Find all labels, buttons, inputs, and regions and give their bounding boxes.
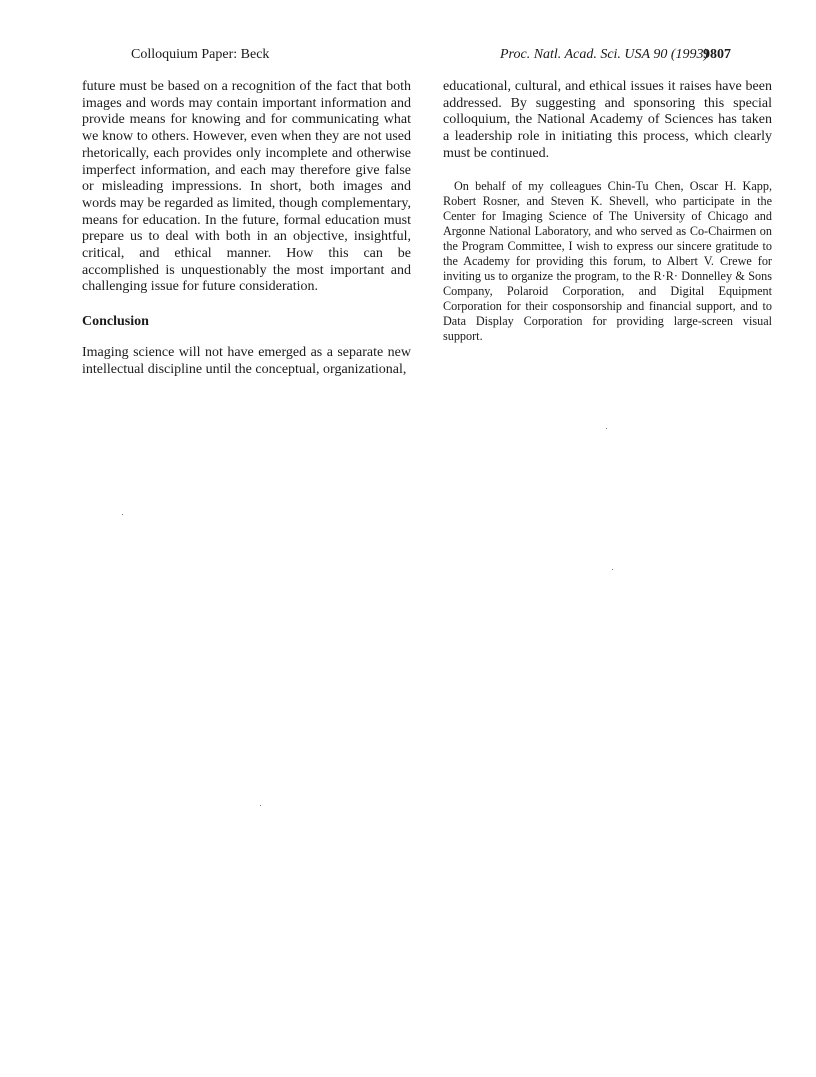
body-paragraph-continued: educational, cultural, and ethical issues it raises have been addressed. By suggesting and sponsoring this special colloquium, the National Academy of Sciences has taken a leadership role in initiating this process, which clearly must be continued. xyxy=(443,79,772,161)
journal-citation: Proc. Natl. Acad. Sci. USA 90 (1993) xyxy=(500,47,709,62)
left-column xyxy=(82,79,411,379)
running-title: Colloquium Paper: Beck xyxy=(131,47,270,62)
acknowledgment-paragraph: On behalf of my colleagues Chin-Tu Chen, Oscar H. Kapp, Robert Rosner, and Steven K. Shevell, who participate in the Center for Imaging Science of The University of Chicago and Argonne National Laboratory, and who served as Co-Chairmen on the Program Committee, I wish to express our sincere gratitude to the Academy for providing this forum, to Albert V. Crewe for inviting us to organize the program, to the R·R· Donnelley & Sons Company, Polaroid Corporation, and Digital Equipment Corporation for their cosponsorship and financial support, and to Data Display Corporation for providing large-screen visual support. xyxy=(443,178,772,343)
section-heading-conclusion: Conclusion xyxy=(82,314,149,330)
right-column xyxy=(443,79,772,344)
scan-speck xyxy=(122,514,123,515)
scan-speck xyxy=(606,428,607,429)
conclusion-paragraph: Imaging science will not have emerged as a separate new intellectual discipline until the conceptual, organizational, xyxy=(82,345,411,377)
scan-speck xyxy=(612,569,613,570)
scan-speck xyxy=(260,805,261,806)
body-paragraph: future must be based on a recognition of the fact that both images and words may contain important information and provide means for knowing and for communicating what we know to others. However, even when they are not used rhetorically, each provides only incomplete and otherwise imperfect information, and each may therefore give false or misleading impressions. In short, both images and words may be regarded as limited, though complementary, means for education. In the future, formal education must prepare us to deal with both in an objective, insightful, critical, and ethical manner. How this can be accomplished is unquestionably the most important and challenging issue for future consideration. xyxy=(82,79,411,295)
page-number: 9807 xyxy=(703,47,731,62)
